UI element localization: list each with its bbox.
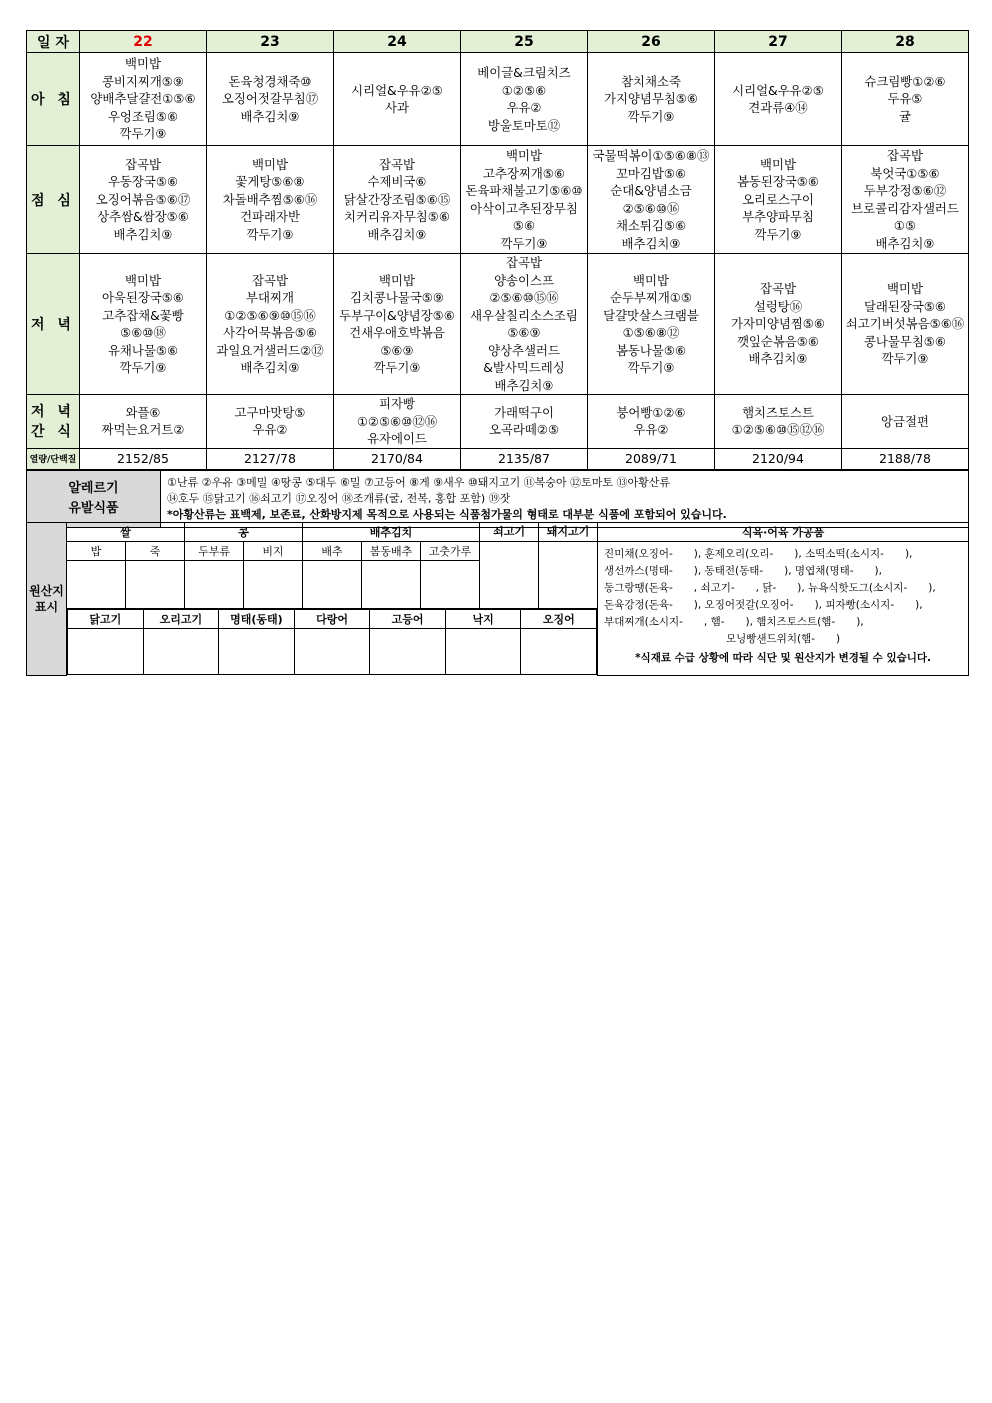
origin-blank bbox=[244, 561, 303, 609]
dinner-label-line: 저 녁 bbox=[31, 317, 75, 333]
origin-kimchi-sub: 배추 bbox=[303, 542, 362, 561]
menu-item: 오징어볶음⑤⑥⑰ bbox=[95, 191, 191, 207]
menu-item: 양배추달걀전①⑤⑥ bbox=[90, 91, 196, 107]
nutrition-value: 2135/87 bbox=[461, 448, 588, 469]
origin-chicken: 닭고기 bbox=[68, 610, 144, 629]
menu-item: 깍두기⑨ bbox=[119, 360, 167, 375]
menu-item: ⑤⑥⑨ bbox=[380, 342, 414, 358]
breakfast-label-line: 아 침 bbox=[31, 92, 75, 108]
menu-item: 백미밥 bbox=[379, 272, 415, 288]
menu-item: 깍두기⑨ bbox=[627, 108, 675, 124]
menu-item: 깍두기⑨ bbox=[246, 226, 294, 242]
menu-item: 고추장찌개⑤⑥ bbox=[482, 165, 566, 181]
allergy-table bbox=[26, 470, 969, 528]
dinner-menu-day-25 bbox=[461, 254, 588, 395]
menu-item: 붕어빵①②⑥ bbox=[616, 404, 686, 420]
snack-menu-day-24 bbox=[334, 395, 461, 449]
nutrition-value: 2152/85 bbox=[80, 448, 207, 469]
origin-label-line2: 표시 bbox=[34, 599, 59, 614]
snack-menu-day-28 bbox=[842, 395, 969, 449]
menu-item: 와플⑥ bbox=[125, 404, 161, 420]
breakfast-menu-day-26 bbox=[588, 53, 715, 146]
menu-item: 채소튀김⑤⑥ bbox=[615, 218, 687, 233]
menu-item: 콩나물무침⑤⑥ bbox=[863, 333, 947, 349]
menu-item: 우유② bbox=[252, 422, 288, 438]
menu-item: 오리로스구이 bbox=[742, 191, 814, 207]
menu-item: 봄동된장국⑤⑥ bbox=[736, 174, 820, 190]
menu-item: 견과류④⑭ bbox=[748, 100, 808, 115]
menu-item: 가래떡구이 bbox=[494, 404, 554, 420]
nutrition-value: 2188/78 bbox=[842, 448, 969, 469]
origin-blank bbox=[67, 561, 126, 609]
menu-item: 순두부찌개①⑤ bbox=[609, 290, 693, 305]
allergy-line-1: ①난류 ②우유 ③메밀 ④땅콩 ⑤대두 ⑥밀 ⑦고등어 ⑧게 ⑨새우 ⑩돼지고기 ⑪복숭아 ⑫토마토 ⑬아황산류 bbox=[167, 476, 670, 489]
lunch-label-line: 점 심 bbox=[31, 192, 75, 209]
origin-pork-header bbox=[539, 523, 598, 609]
breakfast-menu-day-22 bbox=[80, 53, 207, 146]
allergy-label-line1: 알레르기 bbox=[68, 481, 119, 496]
menu-item: 고추잡채&꽃빵 bbox=[102, 307, 184, 323]
menu-item: 우유② bbox=[633, 422, 669, 438]
origin-blank bbox=[185, 561, 244, 609]
menu-item: 꼬마김밥⑤⑥ bbox=[615, 165, 687, 181]
origin-blank bbox=[303, 561, 362, 609]
menu-item: 잡곡밥 bbox=[887, 148, 923, 163]
menu-item: 시리얼&우유②⑤ bbox=[732, 82, 824, 98]
menu-item: ②⑤⑥⑩⑮⑯ bbox=[489, 290, 559, 305]
menu-item: 과일요거샐러드②⑫ bbox=[216, 342, 324, 358]
menu-item: 우동장국⑤⑥ bbox=[107, 174, 179, 190]
processed-line: 부대찌개(소시지- , 햄- ), 햄치즈토스트(햄- ), bbox=[604, 616, 864, 628]
allergy-note: *아황산류는 표백제, 보존료, 산화방지제 목적으로 사용되는 식품첨가물의 형태로 대부분 식품에 포함되어 있습니다. bbox=[167, 508, 727, 521]
lunch-menu-day-22 bbox=[80, 146, 207, 254]
snack-label-line: 간 식 bbox=[31, 424, 75, 441]
menu-item: 백미밥 bbox=[633, 272, 669, 288]
menu-item: 달래된장국⑤⑥ bbox=[863, 298, 947, 314]
menu-item: 상추쌈&쌈장⑤⑥ bbox=[97, 209, 189, 225]
origin-pollock: 명태(동태) bbox=[219, 610, 295, 629]
lunch-label bbox=[27, 146, 80, 254]
lunch-row bbox=[27, 146, 969, 254]
menu-item: 달걀맛살스크램블 bbox=[603, 307, 699, 323]
origin-blank bbox=[219, 629, 295, 675]
menu-item: 봄동나물⑤⑥ bbox=[615, 342, 687, 358]
menu-item: 배추김치⑨ bbox=[621, 235, 681, 251]
breakfast-menu-day-24 bbox=[334, 53, 461, 146]
dinner-menu-day-24 bbox=[334, 254, 461, 395]
menu-item: 우엉조림⑤⑥ bbox=[107, 108, 179, 124]
menu-item: 참치채소죽 bbox=[621, 73, 681, 89]
dinner-menu-day-26 bbox=[588, 254, 715, 395]
dinner-menu-day-22 bbox=[80, 254, 207, 395]
origin-bean-sub: 비지 bbox=[244, 542, 303, 561]
menu-item: 가지양념무침⑤⑥ bbox=[603, 91, 699, 107]
menu-item: ①②⑤⑥⑨⑩⑮⑯ bbox=[224, 307, 316, 323]
origin-tuna: 다랑어 bbox=[294, 610, 370, 629]
menu-item: 순대&양념소금 bbox=[610, 183, 692, 198]
menu-item: 베이글&크림치즈 bbox=[477, 65, 571, 80]
lunch-menu-day-27 bbox=[715, 146, 842, 254]
nutrition-label: 열량/단백질 bbox=[27, 448, 80, 469]
allergy-line-2: ⑭호두 ⑮닭고기 ⑯쇠고기 ⑰오징어 ⑱조개류(굴, 전복, 홍합 포함) ⑲잣 bbox=[167, 492, 511, 505]
origin-bean-header: 콩 bbox=[185, 523, 303, 542]
menu-item: 짜먹는요거트② bbox=[101, 422, 185, 438]
snack-menu-day-25 bbox=[461, 395, 588, 449]
menu-item: ②⑤⑥⑩⑯ bbox=[622, 200, 680, 216]
lunch-menu-day-25 bbox=[461, 146, 588, 254]
nutrition-value: 2170/84 bbox=[334, 448, 461, 469]
nutrition-value: 2120/94 bbox=[715, 448, 842, 469]
menu-item: 배추김치⑨ bbox=[367, 226, 427, 242]
origin-row2-table bbox=[67, 609, 597, 675]
dinner-menu-day-28 bbox=[842, 254, 969, 395]
dinner-label bbox=[27, 254, 80, 395]
menu-item: 깍두기⑨ bbox=[627, 360, 675, 375]
menu-item: 브로콜리감자샐러드 bbox=[851, 200, 959, 216]
menu-item: 사과 bbox=[385, 100, 409, 115]
menu-item: 건새우애호박볶음 bbox=[349, 325, 445, 340]
origin-blank bbox=[126, 561, 185, 609]
menu-item: 배추김치⑨ bbox=[240, 108, 300, 124]
menu-item: 아삭이고추된장무침 bbox=[470, 200, 578, 216]
date-header-label: 일 자 bbox=[27, 31, 80, 53]
menu-item: 잡곡밥 bbox=[379, 156, 415, 172]
menu-item: 백미밥 bbox=[125, 272, 161, 288]
dinner-row bbox=[27, 254, 969, 395]
origin-pork-label: 돼지고기 bbox=[539, 523, 597, 542]
snack-menu-day-26 bbox=[588, 395, 715, 449]
menu-item: 꽃게탕⑤⑥⑧ bbox=[235, 174, 305, 190]
origin-kimchi-header: 배추김치 bbox=[303, 523, 480, 542]
origin-label-line1: 원산지 bbox=[29, 583, 64, 598]
origin-blank bbox=[421, 561, 480, 609]
origin-blank bbox=[68, 629, 144, 675]
menu-item: 햄치즈토스트 bbox=[742, 404, 814, 420]
menu-item: 김치콩나물국⑤⑨ bbox=[349, 290, 445, 305]
breakfast-menu-day-27 bbox=[715, 53, 842, 146]
origin-kimchi-sub: 고춧가루 bbox=[421, 542, 480, 561]
breakfast-menu-day-28 bbox=[842, 53, 969, 146]
menu-item: 건파래자반 bbox=[240, 209, 300, 225]
origin-processed-list bbox=[598, 542, 969, 676]
menu-item: 배추김치⑨ bbox=[240, 360, 300, 375]
menu-item: 깍두기⑨ bbox=[373, 360, 421, 375]
date-header-row bbox=[27, 31, 969, 53]
dinner-menu-day-23 bbox=[207, 254, 334, 395]
menu-item: 슈크림빵①②⑥ bbox=[864, 73, 946, 89]
date-25: 25 bbox=[461, 31, 588, 53]
nutrition-value: 2127/78 bbox=[207, 448, 334, 469]
nutrition-value: 2089/71 bbox=[588, 448, 715, 469]
menu-item: 새우살칠리소스조림 bbox=[470, 307, 578, 323]
menu-item: 오곡라떼②⑤ bbox=[488, 422, 560, 438]
origin-label bbox=[27, 523, 67, 676]
menu-item: 배추김치⑨ bbox=[113, 226, 173, 242]
menu-item: 잡곡밥 bbox=[506, 255, 542, 270]
lunch-menu-day-28 bbox=[842, 146, 969, 254]
date-24: 24 bbox=[334, 31, 461, 53]
snack-label-line: 저 녁 bbox=[31, 404, 75, 421]
menu-item: 잡곡밥 bbox=[125, 156, 161, 172]
menu-item: 국물떡볶이①⑤⑥⑧⑬ bbox=[592, 148, 710, 163]
menu-item: 배추김치⑨ bbox=[494, 377, 554, 393]
menu-item: ①⑤ bbox=[893, 218, 917, 233]
date-28: 28 bbox=[842, 31, 969, 53]
processed-line: 돈육강정(돈육- ), 오징어젓갈(오징어- ), 피자빵(소시지- ), bbox=[604, 599, 923, 611]
snack-menu-day-23 bbox=[207, 395, 334, 449]
menu-item: 아욱된장국⑤⑥ bbox=[101, 290, 185, 305]
menu-item: 깍두기⑨ bbox=[754, 226, 802, 242]
snack-row bbox=[27, 395, 969, 449]
menu-item: 방울토마토⑫ bbox=[487, 117, 561, 133]
menu-item: 사각어묵볶음⑤⑥ bbox=[222, 325, 318, 340]
origin-blank bbox=[521, 629, 597, 675]
menu-item: 돈육청경채죽⑩ bbox=[228, 73, 312, 89]
nutrition-row bbox=[27, 448, 969, 469]
menu-item: 부추양파무침 bbox=[742, 209, 814, 225]
dinner-menu-day-27 bbox=[715, 254, 842, 395]
menu-item: 피자빵 bbox=[379, 396, 415, 411]
menu-item: ⑤⑥⑩⑱ bbox=[120, 325, 166, 340]
menu-item: 백미밥 bbox=[887, 281, 923, 297]
origin-rice-sub: 밥 bbox=[67, 542, 126, 561]
menu-item: 유채나물⑤⑥ bbox=[107, 342, 179, 358]
origin-rice-header: 쌀 bbox=[67, 523, 185, 542]
menu-item: 오징어젓갈무침⑰ bbox=[221, 91, 319, 107]
origin-warning: *식재료 수급 상황에 따라 식단 및 원산지가 변경될 수 있습니다. bbox=[635, 652, 932, 664]
snack-menu-day-22 bbox=[80, 395, 207, 449]
origin-blank bbox=[362, 561, 421, 609]
menu-item: 수제비국⑥ bbox=[367, 174, 427, 190]
processed-line: 동그랑땡(돈육- , 쇠고기- , 닭- ), 뉴욕식핫도그(소시지- ), bbox=[604, 582, 936, 594]
lunch-menu-day-23 bbox=[207, 146, 334, 254]
menu-item: 깍두기⑨ bbox=[881, 351, 929, 367]
menu-item: 닭살간장조림⑤⑥⑮ bbox=[343, 191, 451, 207]
menu-item: 양상추샐러드 bbox=[488, 342, 560, 358]
menu-item: ①②⑤⑥⑩⑫⑯ bbox=[356, 413, 438, 429]
processed-line: 진미채(오징어- ), 훈제오리(오리- ), 소떡소떡(소시지- ), bbox=[604, 548, 913, 560]
menu-item: 백미밥 bbox=[506, 148, 542, 163]
menu-item: ①②⑤⑥ bbox=[501, 82, 547, 98]
menu-item: 양송이스프 bbox=[494, 272, 554, 288]
menu-item: 배추김치⑨ bbox=[748, 351, 808, 367]
snack-label bbox=[27, 395, 80, 449]
origin-octopus: 낙지 bbox=[445, 610, 521, 629]
menu-item: 시리얼&우유②⑤ bbox=[351, 82, 443, 98]
menu-item: 고구마맛탕⑤ bbox=[234, 404, 306, 420]
breakfast-row bbox=[27, 53, 969, 146]
date-27: 27 bbox=[715, 31, 842, 53]
origin-table bbox=[26, 522, 969, 676]
origin-duck: 오리고기 bbox=[143, 610, 219, 629]
origin-mackerel: 고등어 bbox=[370, 610, 446, 629]
allergy-list bbox=[161, 471, 969, 528]
weekly-menu-table bbox=[26, 30, 969, 470]
menu-item: ⑤⑥⑨ bbox=[507, 325, 541, 340]
menu-item: 두부강정⑤⑥⑫ bbox=[863, 183, 947, 198]
menu-item: 앙금절편 bbox=[881, 413, 929, 429]
menu-item: 북엇국①⑤⑥ bbox=[870, 165, 940, 181]
date-26: 26 bbox=[588, 31, 715, 53]
menu-item: 콩비지찌개⑤⑨ bbox=[101, 73, 185, 89]
origin-kimchi-sub: 봄동배추 bbox=[362, 542, 421, 561]
date-23: 23 bbox=[207, 31, 334, 53]
origin-rice-sub: 죽 bbox=[126, 542, 185, 561]
allergy-label-line2: 유발식품 bbox=[68, 501, 119, 516]
processed-line: 생선까스(명태- ), 동태전(동태- ), 명엽채(명태- ), bbox=[604, 565, 882, 577]
menu-item: 설렁탕⑯ bbox=[753, 298, 803, 314]
origin-blank bbox=[294, 629, 370, 675]
menu-item: ①②⑤⑥⑩⑮⑫⑯ bbox=[731, 422, 825, 438]
snack-menu-day-27 bbox=[715, 395, 842, 449]
origin-blank bbox=[445, 629, 521, 675]
menu-item: 유자에이드 bbox=[367, 431, 427, 446]
origin-squid: 오징어 bbox=[521, 610, 597, 629]
menu-item: 잡곡밥 bbox=[252, 272, 288, 288]
menu-item: 우유② bbox=[506, 100, 542, 115]
menu-item: ①⑤⑥⑧⑫ bbox=[622, 325, 680, 340]
allergy-label bbox=[27, 471, 161, 528]
menu-item: 귤 bbox=[899, 108, 911, 124]
menu-item: 쇠고기버섯볶음⑤⑥⑯ bbox=[845, 316, 965, 332]
menu-item: ⑤⑥ bbox=[512, 218, 536, 233]
menu-item: 깍두기⑨ bbox=[500, 235, 548, 251]
menu-item: 돈육파채불고기⑤⑥⑩ bbox=[465, 183, 583, 198]
menu-item: 두유⑤ bbox=[887, 91, 923, 107]
origin-blank bbox=[370, 629, 446, 675]
menu-item: 치커리유자무침⑤⑥ bbox=[343, 209, 450, 225]
menu-item: 차돌배추찜⑤⑥⑯ bbox=[222, 191, 318, 207]
menu-item: &발사믹드레싱 bbox=[483, 360, 565, 375]
menu-item: 백미밥 bbox=[252, 156, 288, 172]
menu-item: 배추김치⑨ bbox=[875, 235, 935, 251]
menu-item: 잡곡밥 bbox=[760, 281, 796, 297]
menu-item: 깍두기⑨ bbox=[119, 126, 167, 142]
lunch-menu-day-26 bbox=[588, 146, 715, 254]
lunch-menu-day-24 bbox=[334, 146, 461, 254]
menu-item: 부대찌개 bbox=[246, 290, 294, 305]
breakfast-menu-day-25 bbox=[461, 53, 588, 146]
menu-item: 깻잎순볶음⑤⑥ bbox=[736, 333, 820, 349]
menu-item: 가자미양념찜⑤⑥ bbox=[730, 316, 826, 332]
menu-item: 백미밥 bbox=[760, 156, 796, 172]
breakfast-menu-day-23 bbox=[207, 53, 334, 146]
date-22: 22 bbox=[80, 31, 207, 53]
menu-item: 백미밥 bbox=[125, 56, 161, 72]
breakfast-label bbox=[27, 53, 80, 146]
origin-row2-wrapper bbox=[67, 609, 598, 676]
menu-item: 두부구이&양념장⑤⑥ bbox=[339, 307, 455, 323]
origin-beef-label: 쇠고기 bbox=[480, 523, 538, 542]
origin-processed-header: 식육·어육 가공품 bbox=[598, 523, 969, 542]
origin-bean-sub: 두부류 bbox=[185, 542, 244, 561]
origin-blank bbox=[143, 629, 219, 675]
origin-beef-header bbox=[480, 523, 539, 609]
processed-line: 모닝빵샌드위치(햄- ) bbox=[725, 633, 841, 645]
